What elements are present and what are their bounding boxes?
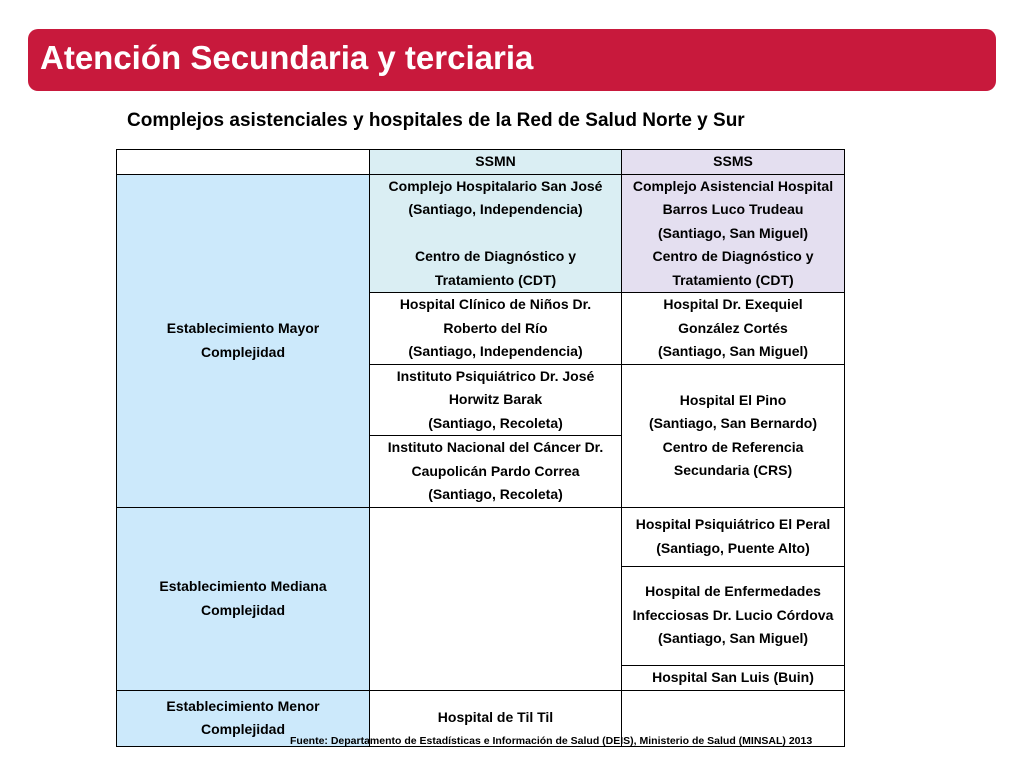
cell-text: Hospital de Til Til <box>437 709 554 726</box>
cell-text: Instituto Psiquiátrico Dr. José <box>396 367 595 384</box>
table-subtitle: Complejos asistenciales y hospitales de la Red de Salud Norte y Sur <box>127 110 745 131</box>
cell-text: (Santiago, Independencia) <box>408 343 583 359</box>
cell-text: Secundaria (CRS) <box>673 462 793 478</box>
cell-text: Tratamiento (CDT) <box>672 271 794 288</box>
cell-text: Infecciosas Dr. Lucio Córdova <box>632 606 834 623</box>
category-mayor-cell <box>117 174 370 507</box>
category-label: Establecimiento Menor <box>166 697 320 714</box>
ssms-mayor-cell-3 <box>622 364 845 507</box>
source-footnote: Fuente: Departamento de Estadísticas e Información de Salud (DEIS), Ministerio de Salud (MINSAL) 2013 <box>290 735 813 747</box>
cell-text: Roberto del Río <box>443 319 548 336</box>
category-mediana-cell <box>117 507 370 690</box>
hospitals-table <box>116 149 845 747</box>
cell-text: Complejo Hospitalario San José <box>388 177 603 194</box>
header-ssmn: SSMN <box>370 150 622 175</box>
ssmn-mediana-empty-cell <box>370 507 622 690</box>
cell-text: Hospital Dr. Exequiel <box>663 296 803 312</box>
cell-text: (Santiago, Recoleta) <box>428 414 563 431</box>
category-label: Establecimiento Mediana <box>159 578 327 594</box>
cell-text: Hospital San Luis (Buin) <box>652 668 814 685</box>
cell-text: (Santiago, Recoleta) <box>428 486 563 502</box>
cell-text: Hospital Clínico de Niños Dr. <box>399 296 592 312</box>
cell-text: (Santiago, Independencia) <box>408 201 583 217</box>
category-label: Complejidad <box>200 343 285 360</box>
header-empty-cell <box>117 150 370 175</box>
ssmn-mayor-cell-2 <box>370 293 622 365</box>
table-row <box>117 174 845 293</box>
cell-text: Caupolicán Pardo Correa <box>411 462 580 479</box>
header-row <box>117 150 845 175</box>
cell-text: Horwitz Barak <box>448 391 543 407</box>
cell-text: Tratamiento (CDT) <box>434 271 557 288</box>
cell-text: Hospital Psiquiátrico El Peral <box>635 516 831 532</box>
cell-text: (Santiago, Puente Alto) <box>656 539 810 556</box>
cell-text: (Santiago, San Miguel) <box>657 224 809 241</box>
cell-text: Barros Luco Trudeau <box>662 201 804 217</box>
ssms-mayor-cell-2 <box>622 293 845 365</box>
cell-text: Centro de Referencia <box>662 438 804 455</box>
cell-text: Centro de Diagnóstico y <box>414 248 577 264</box>
cell-text: Hospital de Enfermedades <box>645 583 821 600</box>
cell-text: González Cortés <box>678 319 788 336</box>
cell-text: (Santiago, San Miguel) <box>657 343 809 359</box>
ssms-mediana-cell-3 <box>622 665 845 690</box>
title-banner <box>28 29 996 91</box>
cell-text: Centro de Diagnóstico y <box>652 248 814 264</box>
cell-text: (Santiago, San Bernardo) <box>648 415 818 431</box>
ssms-mediana-cell-1 <box>622 507 845 566</box>
ssmn-mayor-cell-1 <box>370 174 622 293</box>
ssmn-mayor-cell-4 <box>370 436 622 508</box>
page-title: Atención Secundaria y terciaria <box>40 39 534 76</box>
ssms-mayor-cell-1 <box>622 174 845 293</box>
cell-text: Complejo Asistencial Hospital <box>632 177 834 194</box>
cell-text: (Santiago, San Miguel) <box>657 630 809 647</box>
cell-text: Hospital El Pino <box>679 391 787 408</box>
category-label: Complejidad <box>200 721 285 737</box>
ssms-mediana-cell-2 <box>622 566 845 665</box>
cell-text: Instituto Nacional del Cáncer Dr. <box>387 439 604 455</box>
ssmn-mayor-cell-3 <box>370 364 622 436</box>
category-label: Establecimiento Mayor <box>166 320 320 336</box>
table-row <box>117 507 845 566</box>
header-ssms: SSMS <box>622 150 845 175</box>
category-label: Complejidad <box>200 601 285 618</box>
